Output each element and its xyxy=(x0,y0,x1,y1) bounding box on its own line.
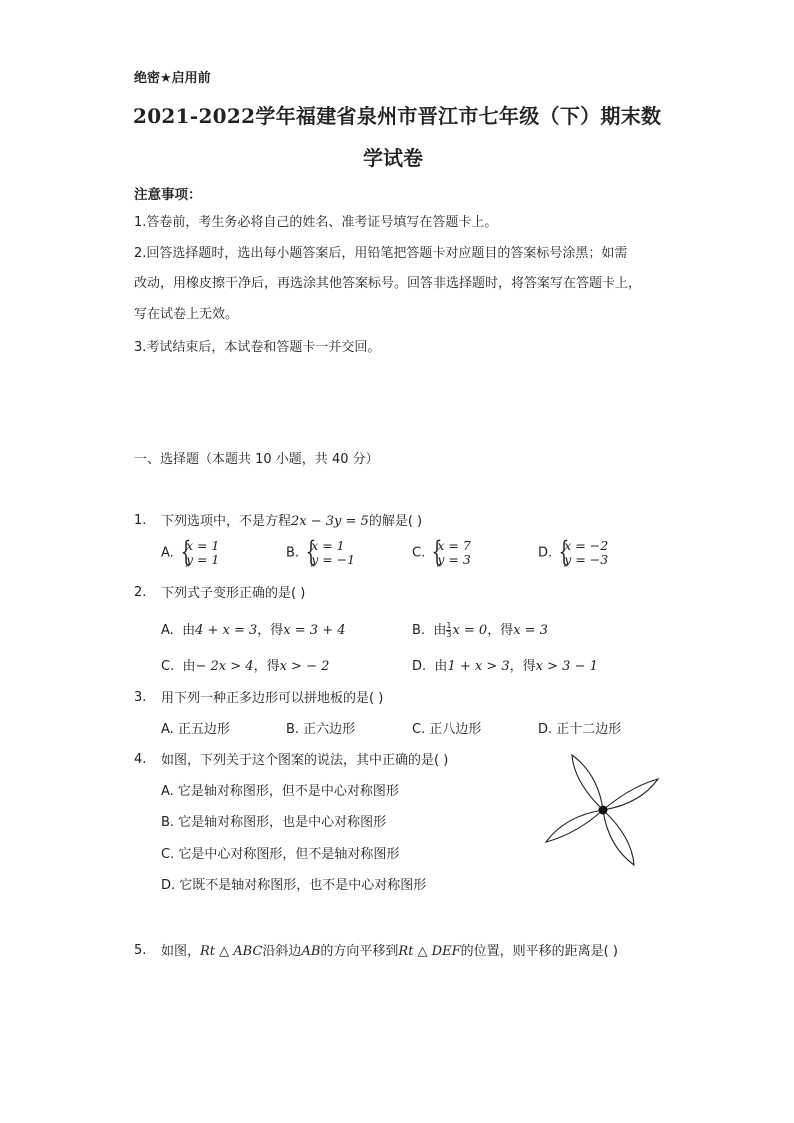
question-number: 2. xyxy=(134,585,147,600)
center-dot xyxy=(599,806,608,815)
blade-top xyxy=(572,755,603,810)
option-d: D. 正十二边形 xyxy=(538,722,622,737)
question-number: 5. xyxy=(134,943,147,958)
question-number: 4. xyxy=(134,752,147,767)
option-label: A. xyxy=(161,545,174,561)
notice-item: 3.考试结束后，本试卷和答题卡一并交回。 xyxy=(134,340,381,355)
exam-title-line1: 2021-2022学年福建省泉州市晋江市七年级（下）期末数 xyxy=(133,104,662,128)
question-number: 1. xyxy=(134,513,147,528)
brace-icon: { xyxy=(305,535,317,568)
brace-icon: { xyxy=(180,535,192,568)
option-c: C. 正八边形 xyxy=(412,722,482,737)
option-a: A. 它是轴对称图形，但不是中心对称图形 xyxy=(161,784,399,799)
option-b xyxy=(286,535,356,568)
blade-left xyxy=(546,810,603,842)
stem-text: 的解是( ) xyxy=(368,514,423,529)
pinwheel-figure xyxy=(540,752,664,870)
notice-heading: 注意事项： xyxy=(134,187,202,203)
equation-system: { x = 7 y = 3 xyxy=(431,535,471,568)
question-4-stem: 如图，下列关于这个图案的说法，其中正确的是( ) xyxy=(161,753,449,768)
blade-bottom xyxy=(603,810,634,865)
option-a: A. 由4 + x = 3，得x = 3 + 4 xyxy=(161,623,346,638)
option-d xyxy=(538,535,609,568)
stem-text: 下列选项中，不是方程 xyxy=(161,514,292,529)
blade-right xyxy=(603,779,658,810)
notice-item: 1.答卷前，考生务必将自己的姓名、准考证号填写在答题卡上。 xyxy=(134,215,498,230)
option-label: C. xyxy=(412,545,426,561)
question-2-stem: 下列式子变形正确的是( ) xyxy=(161,586,306,601)
brace-icon: { xyxy=(558,535,570,568)
option-b: B. 正六边形 xyxy=(286,722,356,737)
section-title: 一、选择题（本题共 10 小题，共 40 分） xyxy=(134,452,379,467)
notice-item: 2.回答选择题时，选出每小题答案后，用铅笔把答题卡对应题目的答案标号涂黑；如需 xyxy=(134,246,628,261)
equation-system: { x = 1 y = 1 xyxy=(180,535,220,568)
exam-title-line2: 学试卷 xyxy=(363,146,423,170)
option-a xyxy=(161,535,220,568)
option-b: B. 它是轴对称图形，也是中心对称图形 xyxy=(161,815,387,830)
option-c xyxy=(412,535,471,568)
option-label: D. xyxy=(538,545,553,561)
fraction: $\frac{1}{3}$ xyxy=(446,621,452,639)
option-c: C. 由− 2x > 4，得x > − 2 xyxy=(161,659,330,674)
option-label: B. xyxy=(286,545,300,561)
question-number: 3. xyxy=(134,690,147,705)
option-a: A. 正五边形 xyxy=(161,722,230,737)
question-5-stem: 如图，Rt △ ABC沿斜边AB的方向平移到Rt △ DEF的位置，则平移的距离是( ) xyxy=(161,944,618,959)
notice-item: 改动，用橡皮擦干净后，再选涂其他答案标号。回答非选择题时，将答案写在答题卡上， xyxy=(134,276,642,291)
question-1-stem xyxy=(161,510,422,529)
notice-item: 写在试卷上无效。 xyxy=(134,307,239,322)
equation-system: { x = 1 y = −1 xyxy=(305,535,356,568)
option-d: D. 它既不是轴对称图形，也不是中心对称图形 xyxy=(161,878,427,893)
equation: 2x − 3y = 5 xyxy=(291,514,369,529)
confidential-label: 绝密★启用前 xyxy=(134,71,211,86)
equation-system: { x = −2 y = −3 xyxy=(558,535,609,568)
brace-icon: { xyxy=(431,535,443,568)
option-b: B. 由 $\frac{1}{3}$ x = 0，得x = 3 xyxy=(412,621,548,639)
option-d: D. 由1 + x > 3，得x > 3 − 1 xyxy=(412,659,598,674)
question-3-stem: 用下列一种正多边形可以拼地板的是( ) xyxy=(161,691,384,706)
option-c: C. 它是中心对称图形，但不是轴对称图形 xyxy=(161,847,400,862)
